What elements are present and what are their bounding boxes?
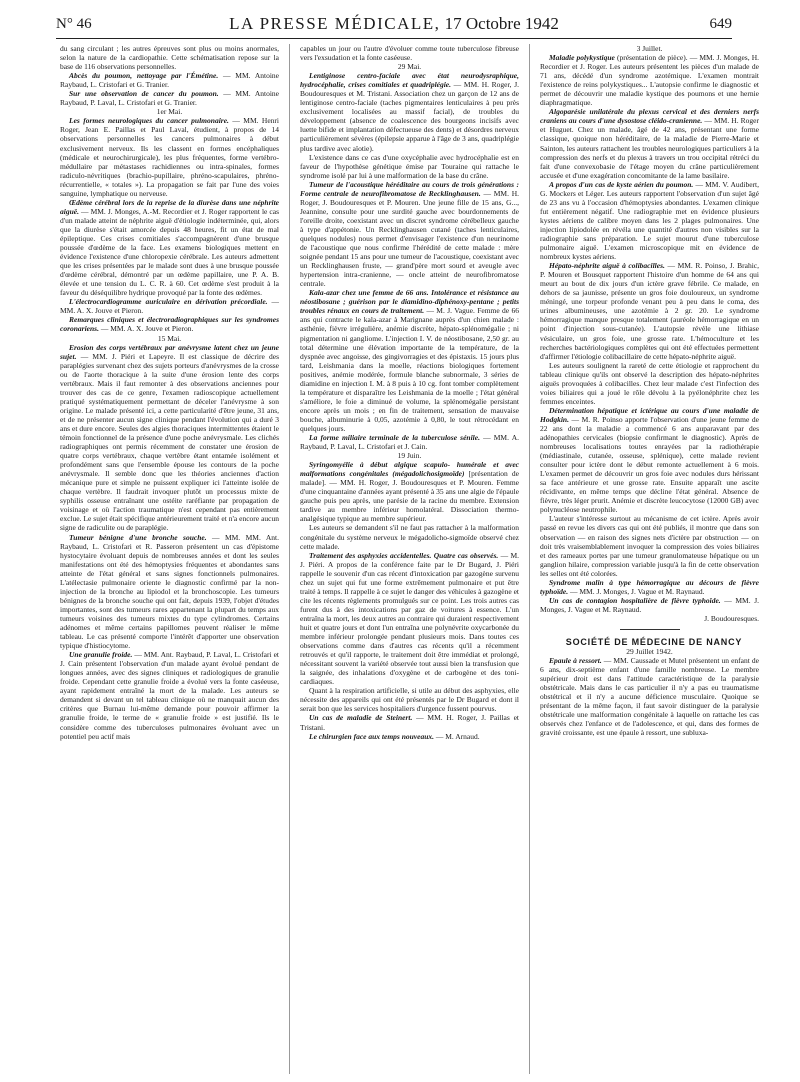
communication-title: Abcès du poumon, nettoyage par l'Émétine.	[69, 71, 219, 81]
paragraph: capables un jour ou l'autre d'évoluer comme toute tuberculose fibreuse vers l'exsudation et la fonte caséeuse.	[300, 44, 519, 63]
paragraph: L'auteur s'intéresse surtout au mécanisme de cet ictère. Après avoir passé en revue les divers cas qui ont été publiés, il montre que dans son observation — en raison des signes nets d'ictère par obstruction — on doit très vraisemblablement invoquer la compression des voies biliaires et des rameaux portes par une tumeur granulomateuse hépatique ou un ganglion hilaire, compression variable jusqu'à la fin de cette observation les selles ont été colorées.	[540, 514, 759, 578]
communication-title: Traitement des asphyxies accidentelles. Quatre cas observés.	[309, 550, 499, 560]
article-columns	[60, 44, 759, 1074]
communication-text: — M. R. Poinso apporte l'observation d'une jeune femme de 22 ans dont la maladie a commencé 6 ans auparavant par des adénopathies cervicales (biopsie confirmant le diagnostic). Après de nombreuses localisations toutes enrayées par la radiothérapie (médiastinale, cutanée, osseuse, splénique), cette malade revient consulter pour ictère dont le début remonte actuellement à 6 mois. L'examen permet de découvrir un gros foie avec nodules durs hérissant sa face antérieure et une grosse rate. Ensuite apparaît une ascite récidivante, en même temps que décline l'état général. Absence de fièvre, très léger prurit. Anémie et discrète leucocytose (12000 GB) avec polynucléose neutrophile.	[540, 414, 759, 515]
communication-title: Epaule à ressort.	[549, 656, 602, 666]
session-date: 29 Mai.	[397, 62, 422, 72]
communication-title: Remarques cliniques et électroradiographiques sur les syndromes coronariens.	[60, 315, 279, 334]
paragraph: Les auteurs soulignent la rareté de cette étiologie et rapprochent du tableau clinique qu'ils ont observé la description des hépato-néphrites aiguës provoquées à colibacilles. Chez leur malade c'est l'infection des voies biliaires qui a joué le rôle dévolu à la pyélonéphrite chez les femmes enceintes.	[540, 360, 759, 406]
communication	[60, 89, 279, 107]
communication-text: (présentation de pièce). — MM. J. Monges, H. Recordier et J. Roger. Les auteurs présentent les pièces d'un malade de 71 ans, décédé d'un syndrome azotémique. L'examen montrait l'existence de reins polykystiques... L'autopsie confirme le diagnostic et permet de découvrir une maladie kystique des poumons et une hernie diaphragmatique.	[540, 53, 759, 108]
communication-title: Détermination hépatique et ictérique au cours d'une maladie de Hodgkin.	[540, 405, 759, 424]
communication-text: — MM. J. Monges, A.-M. Recordier et J. Roger rapportent le cas d'un malade atteint de néphrite aiguë d'étiologie indéterminée, qui, alors que la diurèse s'était amorcée depuis 48 heures, fit un état de mal épileptique. Ces crises comitiales s'accompagnèrent d'une brusque poussée d'œdème de la face. Les examens biologiques mettent en évidence l'existence d'une chloropexie cérébrale. Les auteurs admettent que les crises présentées par le malade sont dues à une brusque poussée d'œdème cérébral, démontré par un œdème papillaire, une P. A. B. élevée et une tension du L. C. R. à 60. Cet œdème s'est produit à la faveur du déséquilibre hydrique provoqué par la fonte des œdèmes.	[60, 206, 279, 298]
communication-title: Lentiginose centro-faciale avec état neurodysraphique, hydrocéphalie, crises comitiales et quadriplégie.	[300, 71, 519, 90]
communication-text: — MM. A. X. Jouve et Pieron.	[60, 297, 279, 316]
column-1	[60, 44, 279, 1074]
paragraph: Les auteurs se demandent s'il ne faut pas rattacher à la malformation congénitale du système nerveux le mégadolicho-sigmoïde observé chez cette malade.	[300, 523, 519, 551]
communication-text: — MM. J. Monges, J. Vague et M. Raynaud.	[540, 595, 759, 614]
communication-text: — MM. H. Roger, J. Paillas et Tristani.	[300, 713, 519, 732]
paragraph: du sang circulant ; les autres épreuves sont plus ou moins anormales, selon la nature de la cardiopathie. Cette schématisation repose sur la base de 116 observations personnelles.	[60, 44, 279, 72]
communication	[300, 71, 519, 152]
signature: J. Boudouresques.	[704, 613, 759, 623]
communication	[60, 71, 279, 89]
communication-text: — MM. J. Monges, J. Vague et M. Raynaud.	[568, 586, 705, 596]
communication-text: — MM. H. Roger, J. Boudouresques et M. Tristani. Association chez un garçon de 12 ans de lentiginose centro-faciale (taches pigmentaires lenticulaires à peu près exclusivement localisées au massif facial), de troubles du développement (absence de coalescence des bourgeons incisifs avec luette bifide et implantation défectueuse des dents) et désordres nerveux particulièrement sévères (épilepsie apparue à l'âge de 3 ans, quadriplégie plus tardive avec aïotie).	[300, 80, 519, 153]
communication-title: Sur une observation de cancer du poumon.	[69, 89, 219, 99]
page-header	[56, 14, 732, 39]
communication	[300, 713, 519, 731]
paragraph: Quant à la respiration artificielle, si utile au début des asphyxies, elle nécessite des appareils qui ont été présentés par le Dr Bugard et dont il serait bon que les services hospitaliers d'urgence fussent pourvus.	[300, 686, 519, 714]
communication-title: A propos d'un cas de kyste aérien du poumon.	[549, 179, 694, 189]
session-date: 15 Mai.	[157, 333, 182, 343]
society-heading: SOCIÉTÉ DE MÉDECINE DE NANCY	[565, 637, 743, 647]
communication	[540, 261, 759, 361]
communication	[300, 180, 519, 289]
communication-title: Erosion des corps vertébraux par anévrysme latent chez un jeune sujet.	[60, 342, 279, 361]
communication-text: — M. J. Piéri. A propos de la conférence faite par le Dr Bugard, J. Piéri rappelle le souvenir d'un cas récent d'intoxication par gazogène survenu chez un sujet qui fut une forme extrêmement pulmonaire et put être traité à temps. Il rappelle à ce sujet le danger des véhicules à gazogène et cite les récents règlements promulgués sur ce point. Les trois autres cas furent dus à des intoxications par gaz de voitures à essence. L'un entraîna la mort, les deux autres au contraire qui duraient respectivement huit et quatre jours et dont l'un entraîna une polynévrite oxycarbonée du membre inférieur prolongée pendant plusieurs mois. Dans toutes ces observations comme dans d'autres cas récents qu'il a récemment retrouvés et qu'il rapporte, le traitement doit être immédiat et prolongé, nécessitant souvent la variété observée tout aussi bien la transfusion que la saignée, des inhalations d'oxygène et de carbogène et des toni-cardiaques.	[300, 550, 519, 687]
communication	[60, 343, 279, 533]
page-number: 649	[709, 16, 732, 32]
communication-title: Maladie polykystique	[549, 53, 615, 63]
communication-text: — MM. Antoine Raybaud, L. Cristofari et G. Tranier.	[60, 71, 279, 90]
communication-text: — MM. A. Raybaud, P. Laval, L. Cristofari et J. Cain.	[300, 433, 519, 452]
communication	[60, 533, 279, 651]
issue-date: 17 Octobre 1942	[444, 14, 559, 33]
masthead	[56, 14, 732, 34]
column-rule	[289, 44, 290, 1074]
communication-title: Les formes neurologiques du cancer pulmonaire.	[69, 116, 229, 126]
communication	[540, 53, 759, 107]
communication-title: Tumeur bénigne d'une bronche souche.	[69, 532, 207, 542]
communication	[60, 297, 279, 315]
issue-number: N° 46	[56, 16, 92, 32]
communication-title: Kala-azar chez une femme de 66 ans. Intolérance et résistance au néostibosane ; guérison par le diamidino-diphénoxy-pentane ; petits troubles rénaux en cours de traitement.	[300, 288, 519, 316]
journal-title: LA PRESSE MÉDICALE,	[229, 14, 441, 33]
communication	[540, 596, 759, 614]
communication-text: — M. J. Vague. Femme de 66 ans qui contracte le kala-azar à Marignane auprès d'un chien malade : asthénie, fièvre irrégulière, anémie discrète, hépato-splénomégalie ; ni pigmentation ni gangliome. L'injection I. V. de néostibosane, 2,50 gr. au total détermine une élévation importante de la température, de la dyspnée avec angoisse, des gingivorragies et des épistaxis. 15 jours plus tard, Leishmania dans la moelle, réactions biologiques fortement positives, anémie modérée, formule blanche subnormale, 3 séries de diamidine en injection I. M. à 8 puis à 10 cg. font tomber complètement la température et disparaître les Leishmania de la moelle ; l'état général s'améliore, le foie a diminué de volume, la splénomégalie persistant encore après un mois ; en fin de traitement, sensation de mauvaise bouche, albuminurie à 0,05, azotémie à 0,80, le tout rétrocédant en quelques jours.	[300, 306, 519, 433]
communication-text: — MM. V. Audibert, G. Mockers et Léger. Les auteurs rapportent l'observation d'un sujet âgé de 23 ans vu à l'occasion d'hémoptysies abondantes. L'examen clinique fut entièrement négatif. Une radiographie met en évidence plusieurs kystes aériens de calibre moyen dans les 2 plages pulmonaires. Une injection lipiodolée en révéla une quantité d'autres non visibles sur la radiographie sans préparation. Le sujet mourut d'une tuberculose pulmonaire aiguë. L'examen microscopique mit en évidence de nombreux kystes aériens.	[540, 179, 759, 262]
communication-title: Le chirurgien face aux temps nouveaux.	[309, 731, 434, 741]
communication	[60, 198, 279, 298]
communication	[540, 107, 759, 179]
communication	[300, 433, 519, 451]
communication-title: Tumeur de l'acoustique héréditaire au cours de trois générations : Forme centrale de neurofibromatose de Recklinghausen.	[300, 179, 519, 198]
communication-text: — MM. H. Roger et Huguet. Chez un malade, âgé de 42 ans, présentant une forme classique, quoique non héréditaire, de la maladie de Pierre-Marie et Sainton, les auteurs rattachent les troubles neurologiques particuliers à la compression des nerfs et du plexus à travers un trou occipital rétréci du fait d'une convexobasie de l'étage moyen du crâne particulièrement accusée et d'une exagération concomitante de la lame basilaire.	[540, 116, 759, 180]
communication	[60, 650, 279, 740]
communication-title: Algoparésie unilatérale du plexus cervical et des derniers nerfs craniens au cours d'une dysostose cléido-cranienne.	[540, 107, 759, 126]
session-date: 1er Mai.	[156, 107, 183, 117]
communication-text: — MM. Ant. Raybaud, P. Laval, L. Cristofari et J. Cain présentent l'observation d'un malade ayant évolué pendant de longues années, avec des signes cliniques et radiologiques de granulie froide. Cependant cette granulie froide a évolué vers la fonte caséeuse, ayant rapidement entraîné la mort de la malade. Les auteurs se demandent si devant un tel tableau clinique où ne manquait aucun des critères que Burnau lui-même demande pour pouvoir affirmer la granulie froide, le terme de « granulie froide » est justifié. Ils le considère comme des tuberculoses pulmonaires évoluant avec un potentiel peu actif mais	[60, 650, 279, 741]
communication-title: Un cas de contagion hospitalière de fièvre typhoïde.	[549, 595, 721, 605]
communication-text: — M. Arnaud.	[434, 731, 480, 741]
communication	[540, 406, 759, 515]
session-date: 29 Juillet 1942.	[626, 647, 673, 657]
communication-title: Œdème cérébral lors de la reprise de la diurèse dans une néphrite aiguë.	[60, 197, 279, 216]
communication-title: Syndrome malin à type hémorragique au décours de fièvre typhoïde.	[540, 577, 759, 596]
communication-title: Une granulie froide.	[69, 650, 133, 660]
communication	[540, 656, 759, 737]
communication-text: — MM. Antoine Raybaud, P. Laval, L. Cristofari et G. Tranier.	[60, 89, 279, 108]
section-divider	[620, 629, 680, 630]
communication-text: — MM. MM. Ant. Raybaud, L. Cristofari et R. Passeron présentent un cas d'épistome hystocytaire évoluant depuis de nombreuses années et dont les seules manifestations ont été des hémoptysies fréquentes et abondantes sans atteinte de l'état général et sans signes fonctionnels pulmonaires. L'atélectasie pulmonaire oriente le diagnostic confirmé par la non-injection de la bronche au lipiodol et la bronchoscopie. Les tumeurs bénignes de la bronche souche qui ont fait, depuis 1939, l'objet d'études importantes, sont des tumeurs rares appartenant la plupart du temps aux tumeurs voisines des tumeurs mixtes du type cylindromes. Certains adénomes et même certains papillomes peuvent réaliser le même tableau. Le cas présenté comporte l'intérêt d'apporter une observation typique d'histiocytome.	[60, 532, 279, 651]
session-date: 3 Juillet.	[636, 44, 663, 53]
communication-text: — MM. Henri Roger, Jean E. Paillas et Paul Laval, étudient, à propos de 14 observations personnelles les cancers pulmonaires à début exclusivement nerveux. Ils les classent en formes encéphaliques (médicale et neurochirurgicale), les plus fréquentes, forme vertébro-médullaire par métastases rachidiennes ou intra-spinales, formes radiculo-névritiques (brachio-pupillaire, phréno-scapulaires, phréno-récurrentielle, « totales »). La propagation se fait par l'une des voies sanguine, lymphatique ou nerveuse.	[60, 116, 279, 198]
communication-title: La forme miliaire terminale de la tuberculose sénile.	[309, 433, 480, 443]
session-date: 19 Juin.	[397, 451, 422, 461]
communication	[300, 732, 519, 741]
communication-text: — MM. J. Piéri et Lapeyre. Il est classique de décrire des paraplégies survenant chez des sujets porteurs d'anévrysmes de la crosse ou de l'aorte thoracique à la suite d'une érosion lente des corps vertébraux. Mais il faut remonter à des observations anciennes pour trouver des cas de ce genre, l'examen radioscopique actuellement pratiqué systématiquement permettant de déceler l'anévrysme à son origine. Le malade présenté ici, a cette particularité d'être jeune, 31 ans, et de ne présenter aucun signe clinique pendant l'évolution qui a duré 3 ans et dure encore. Seules des algies thoraciques intermittentes étaient le témoin fonctionnel de la présence d'une poche anévrysmale. Les clichés radiographiques ont permis récemment de constater une érosion de quatre corps vertébraux, chaque vertèbre étant entamée isolément et profondément sans que l'ensemble épouse les contours de la poche anévrysmale. Il semble donc que les théories anciennes d'action mécanique pure et simple ne puissent expliquer ici l'atteinte isolée de chaque vertèbre. Il faudrait invoquer plutôt un processus mixte de syphilis osseuse entraînant une ostéite raréfiante par propagation de voisinage et où l'action traumatique n'est cependant pas entièrement exclue. Le sujet était spécifique antérieurement traité et n'a encore aucun signe de radiculite ou de paraplégie.	[60, 351, 279, 533]
communication	[60, 315, 279, 333]
communication	[300, 551, 519, 687]
communication	[300, 288, 519, 433]
communication	[540, 578, 759, 596]
communication-text: — MM. A. X. Jouve et Pieron.	[98, 324, 194, 334]
communication	[60, 116, 279, 197]
paragraph: L'existence dans ce cas d'une oxycéphalie avec hydrocéphalie est en faveur de l'hypothèse génétique émise par Touraine qui rattache le syndrome isolé par lui à une malformation de la base du crâne.	[300, 152, 519, 180]
communication-title: L'électrocardiogramme auriculaire en dérivation précordiale.	[69, 297, 268, 307]
communication-text: — MM. R. Poinso, J. Brahic, P. Mouren et Bousquet rapportent l'histoire d'un homme de 64 ans qui meurt au bout de dix jours d'un ictère grave fébrile. Ce malade, en dehors de sa jaunisse, présente un gros foie douloureux, un syndrome méningé, une torpeur profonde venant peu à peu dans le coma, des urines albumineuses, une azotémie à 2 gr. 20. Le syndrome hémorragique manque presque totalement (auréole hémorragique en un point d'injection sous-cutanée). L'autopsie révèle une lithiase vésiculaire, un gros foie, une grosse rate. L'hémoculture et les recherches bactériologiques complètes qui ont été effectuées permettent d'affirmer l'étiologie colibacillaire de cette hépato-néphrite aiguë.	[540, 261, 759, 361]
communication-text: [présentation de malade]. — MM. H. Roger, J. Boudouresques et P. Mouren. Femme d'une cinquantaine d'années ayant présenté à 35 ans une algie de l'épaule gauche puis peu après, une parésie de la racine du membre. Extension tardive au membre inférieur homolatéral. Dissociation thermo-analgésique typique au membre supérieur.	[300, 469, 519, 524]
communication-title: Syringomyélie à début algique scapulo- humérale et avec malformations congénitales (mégadolichosigmoïde)	[300, 460, 519, 479]
communication-title: Hépato-néphrite aiguë à colibacilles.	[549, 261, 665, 271]
column-3	[540, 44, 759, 1074]
column-2	[300, 44, 519, 1074]
communication	[540, 180, 759, 261]
communication-text: — MM. Caussade et Mutel présentent un enfant de 6 ans, dix-septième enfant d'une famille nombreuse. Le membre supérieur droit est dans l'attitude caractéristique de la paralysie obstétricale. Mais dans le cas particulier il n'y a pas eu traumatisme obstétrical et il n'y a aucune déficience musculaire. Quoique se présentant de la même façon, il faut savoir distinguer de la paralysie obstétricale une malformation congénitale à laquelle on rattache les cas observés chez l'enfance et de l'adolescence, et qui, dans des formes de gravité croissante, est une épaule à ressort, une subluxa-	[540, 656, 759, 738]
communication-title: Un cas de maladie de Steinert.	[309, 713, 413, 723]
communication-text: — MM. H. Roger, J. Boudouresques et P. Mouren. Une jeune fille de 15 ans, G..., Jeannine, consulte pour une surdité gauche avec bourdonnements de l'oreille droite, coexistant avec un discret syndrome cérébelleux gauche à type d'appétonie. Un Recklinghausen cutané (taches lenticulaires, quelques nodules) nous permet d'envisager l'existence d'un neurinome de l'acoustique que nous confirme l'hérédité de cette malade : mère soignée pendant 15 ans pour une tumeur de l'acoustique, coexistant avec un Recklinghausen fruste, — grand'père mort sourd et aveugle avec hypertension intra-cranienne, — oncle atteint de neurofibromatose centrale.	[300, 188, 519, 289]
communication	[300, 460, 519, 523]
column-rule	[529, 44, 530, 1074]
